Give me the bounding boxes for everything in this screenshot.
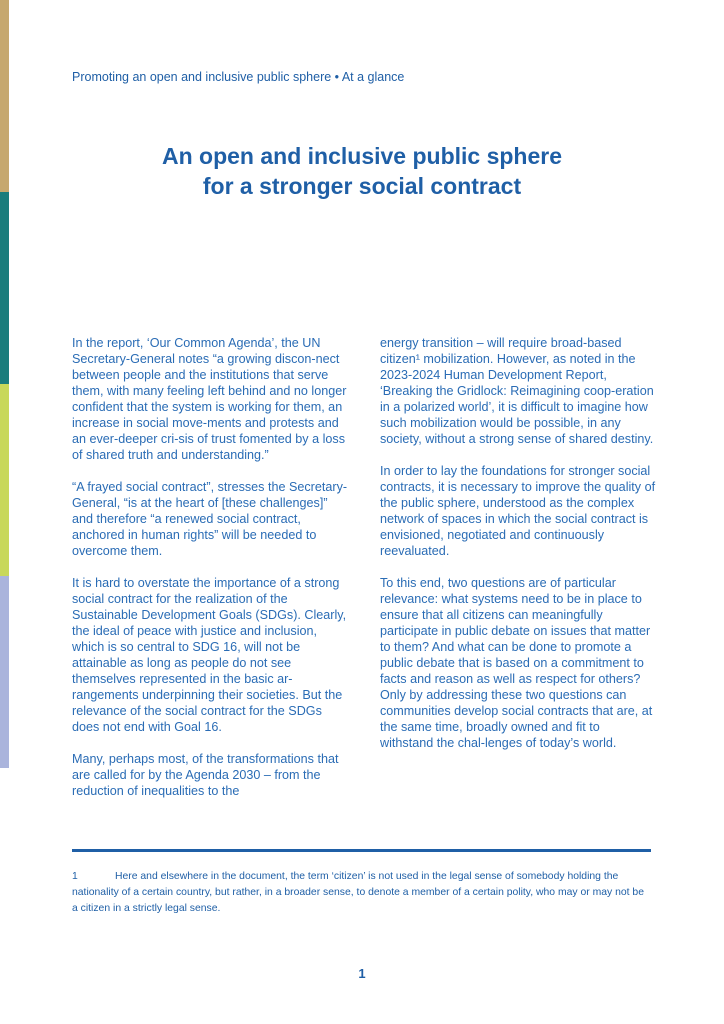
body-paragraph: Many, perhaps most, of the transformations that are called for by the Agenda 2030 – from the reduction of inequalities to the: [72, 752, 339, 798]
body-column-right: [380, 335, 656, 767]
page-number: 1: [358, 966, 366, 981]
page-title-line-1: An open and inclusive public sphere: [161, 143, 563, 169]
side-color-bar-lavender: [0, 576, 9, 768]
page-title: [0, 141, 724, 201]
footnote-number: 1: [72, 871, 78, 882]
running-header: Promoting an open and inclusive public sphere • At a glance: [72, 70, 405, 84]
side-color-bar-teal: [0, 192, 9, 384]
body-paragraph: To this end, two questions are of particular relevance: what systems need to be in place to ensure that all citizens can meaningfully participate in public debate on issues that matter to them? And what can be done to promote a public debate that is based on a commitment to facts and reason as well as respect for others? Only by addressing these two questions can communities develop social contracts that are, at the same time, broadly owned and fit to withstand the chal-lenges of today’s world.: [380, 576, 653, 750]
body-paragraph: It is hard to overstate the importance of a strong social contract for the realization of the Sustainable Development Goals (SDGs). Clearly, the ideal of peace with justice and inclusion, which is so central to SDG 16, will not be attainable as long as people do not see themselves represented in the basic ar-rangements underpinning their societies. But the relevance of the social contract for the SDGs does not end with Goal 16.: [72, 576, 347, 734]
body-column-left: [72, 335, 348, 815]
body-paragraph: “A frayed social contract”, stresses the Secretary-General, “is at the heart of [these challenges]” and therefore “a renewed social contract, anchored in human rights” will be needed to overcome them.: [72, 480, 348, 558]
footnote-divider: [72, 849, 651, 852]
body-paragraph: energy transition – will require broad-based citizen¹ mobilization. However, as noted in the 2023-2024 Human Development Report, ‘Breaking the Gridlock: Reimagining coop-eration in a polarized world’, it is difficult to imagine how such mobilization would be possible, in any society, without a strong sense of shared destiny.: [380, 336, 654, 446]
body-paragraph: In the report, ‘Our Common Agenda’, the UN Secretary-General notes “a growing discon-nect between people and the institutions that serve them, with many feeling left behind and no longer confident that the system is working for them, an increase in social move-ments and protests and an ever-deeper cri-sis of trust fomented by a loss of shared truth and understanding.”: [72, 336, 347, 462]
footnote: [72, 869, 652, 917]
body-paragraph: In order to lay the foundations for stronger social contracts, it is necessary to improve the quality of the public sphere, understood as the complex network of spaces in which the social contract is envisioned, negotiated and continuously reevaluated.: [380, 464, 656, 558]
page-title-line-2: for a stronger social contract: [202, 173, 522, 199]
footnote-text: Here and elsewhere in the document, the term ‘citizen’ is not used in the legal sense of somebody holding the nationality of a certain country, but rather, in a broader sense, to denote a member of a certain polity, who may or may not be a citizen in a strictly legal sense.: [72, 871, 644, 914]
side-color-bar-lime: [0, 384, 9, 576]
